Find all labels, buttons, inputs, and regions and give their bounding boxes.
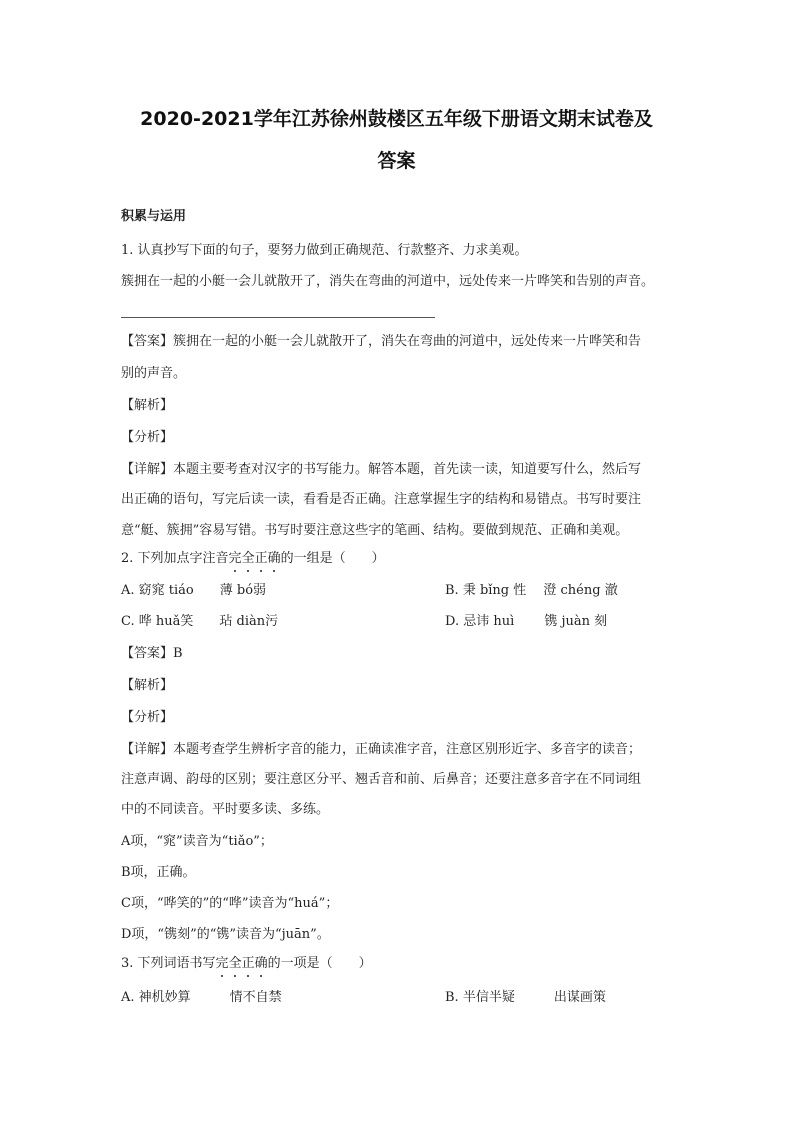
q3-option-a: A. 神机妙算 情不自禁 — [121, 990, 282, 1005]
q2-detail-line3: 中的不同读音。平时要多读、多练。 — [121, 802, 330, 817]
q2-option-b: B. 秉 bǐng 性 澄 chéng 澈 — [445, 583, 618, 598]
answer-writing-line — [121, 317, 435, 318]
q1-detail-line1: 【详解】本题主要考查对汉字的书写能力。解答本题，首先读一读，知道要写什么，然后写 — [121, 462, 642, 477]
document-title-line2: 答案 — [377, 150, 416, 172]
q2-prompt — [121, 550, 385, 568]
q2-item-d: D项，“镌刻”的“镌”读音为“juān”。 — [121, 927, 330, 942]
q1-detail-line3: 意“艇、簇拥”容易写错。书写时要注意这些字的笔画、结构。要做到规范、正确和美观。 — [121, 523, 629, 538]
emphasized-char: 完 — [215, 956, 229, 971]
q2-jiexi: 【解析】 — [121, 678, 174, 693]
q2-answer: 【答案】B — [121, 646, 183, 661]
q1-prompt: 1. 认真抄写下面的句子，要努力做到正确规范、行款整齐、力求美观。 — [121, 243, 528, 258]
q3-prompt-emphasis — [216, 956, 268, 971]
q3-prompt-end: 的一项是（ ） — [267, 956, 372, 971]
emphasized-char: 确 — [254, 956, 268, 971]
q2-item-c: C项，“哗笑的”的“哗”读音为“huá”； — [121, 896, 339, 911]
q1-fenxi: 【分析】 — [121, 430, 174, 445]
q1-answer-line2: 别的声音。 — [121, 366, 187, 381]
q1-detail-line2: 出正确的语句，写完后读一读，看看是否正确。注意掌握生字的结构和易错点。书写时要注 — [121, 492, 642, 507]
emphasized-char: 正 — [241, 956, 255, 971]
q3-prompt — [121, 955, 372, 973]
q2-detail-line1: 【详解】本题考查学生辨析字音的能力，正确读准字音，注意区别形近字、多音字的读音； — [121, 742, 642, 757]
q3-option-b: B. 半信半疑 出谋画策 — [445, 990, 606, 1005]
document-title-line1: 2020-2021学年江苏徐州鼓楼区五年级下册语文期末试卷及 — [140, 108, 653, 130]
q2-prompt-start: 2. 下列加点字注音 — [121, 551, 229, 566]
q2-option-d: D. 忌讳 huì 镌 juàn 刻 — [445, 614, 608, 629]
emphasized-char: 完 — [228, 551, 242, 566]
q2-option-c: C. 哗 huǎ笑 玷 diàn污 — [121, 614, 279, 629]
emphasized-char: 全 — [241, 551, 255, 566]
q2-prompt-emphasis — [229, 551, 281, 566]
emphasized-char: 正 — [254, 551, 268, 566]
q2-item-a: A项，“窕”读音为“tiǎo”； — [121, 834, 273, 849]
q2-fenxi: 【分析】 — [121, 710, 174, 725]
q1-jiexi: 【解析】 — [121, 398, 174, 413]
q3-prompt-start: 3. 下列词语书写 — [121, 956, 216, 971]
q2-prompt-end: 的一组是（ ） — [280, 551, 385, 566]
emphasized-char: 确 — [267, 551, 281, 566]
q2-option-a: A. 窈窕 tiáo 薄 bó弱 — [121, 583, 267, 598]
q2-detail-line2: 注意声调、韵母的区别；要注意区分平、翘舌音和前、后鼻音；还要注意多音字在不同词组 — [121, 772, 642, 787]
emphasized-char: 全 — [228, 956, 242, 971]
q2-item-b: B项，正确。 — [121, 865, 196, 880]
section-heading: 积累与运用 — [121, 209, 187, 224]
q1-sentence: 簇拥在一起的小艇一会儿就散开了，消失在弯曲的河道中，远处传来一片哗笑和告别的声音。 — [121, 274, 655, 289]
q1-answer-line1: 【答案】簇拥在一起的小艇一会儿就散开了，消失在弯曲的河道中，远处传来一片哗笑和告 — [121, 334, 642, 349]
